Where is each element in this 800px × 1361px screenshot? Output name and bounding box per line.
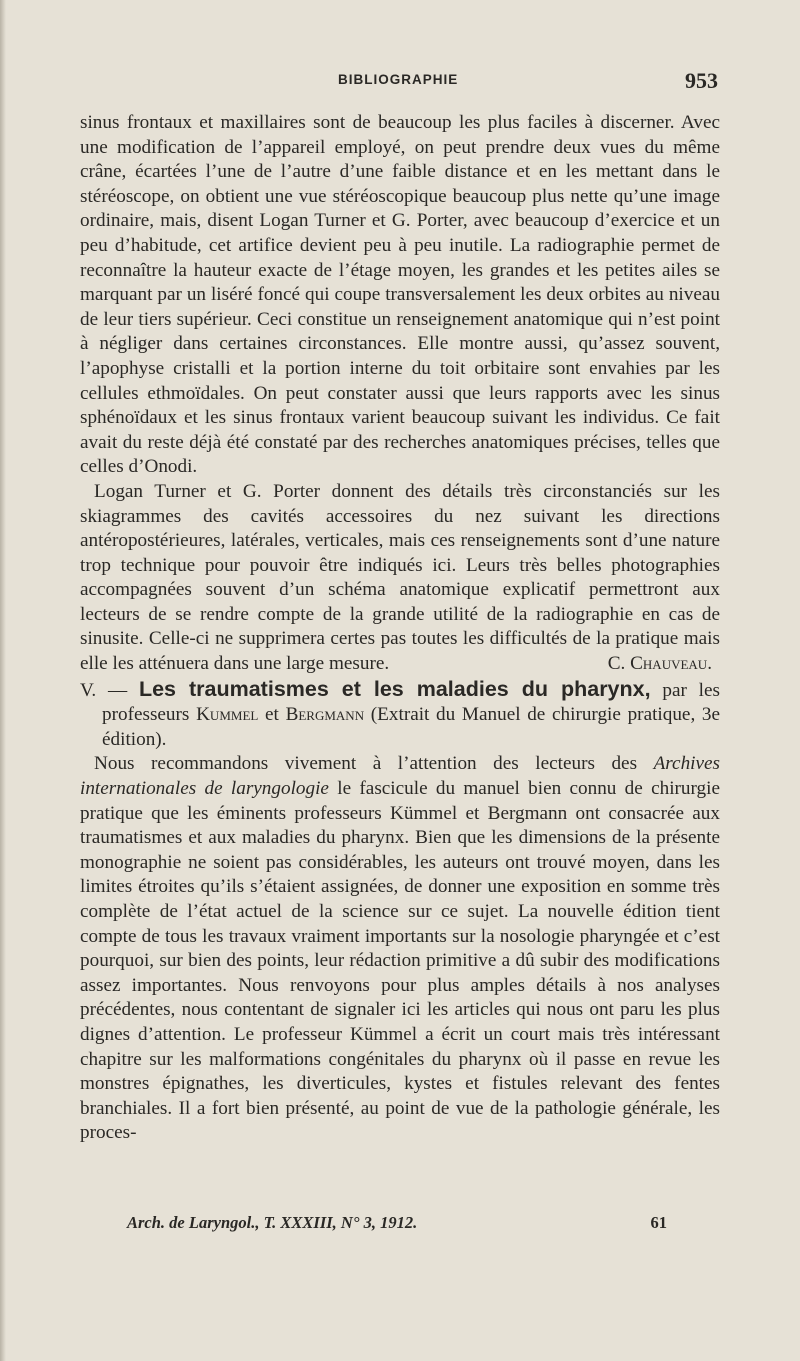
paragraph-rest: le fascicule du manuel bien connu de chirurgie pratique que les éminents professeurs Kümmel et Bergmann ont consacrée aux traumatismes et aux maladies du pharynx. Bien que les dimensions de la présente monographie ne soient pas considérables, les auteurs ont trouvé moyen, dans les limites étroites qu’ils s’étaient assignées, de donner une exposition en somme très complète de l’état actuel de la science sur ce sujet. La nouvelle édition tient compte de tous les travaux vraiment importants sur la nosologie pharyngée et c’est pourquoi, sur bien des points, leur rédaction primitive a dû subir des modifications assez importantes. Nous renvoyons pour plus amples détails à nos analyses précédentes, nous contentant de signaler ici les articles qui nous ont paru les plus dignes d’attention. Le professeur Kümmel a écrit un court mais très intéressant chapitre sur les malformations congénitales du pharynx où il passe en revue les monstres épignathes, les diverticules, kystes et fistules relevant des fentes branchiales. Il a fort bien présenté, au point de vue de la pathologie générale, les proces-	[80, 778, 720, 1144]
review-paragraph-text: Logan Turner et G. Porter donnent des détails très circonstanciés sur les skiagrammes des cavités accessoires du nez suivant les directions antéropostérieures, latérales, verticales, mais ces renseignements sont d’une nature trop technique pour pouvoir être indiqués ici. Leurs très belles photographies accompagnées souvent d’un schéma anatomique explicatif permettront aux lecteurs de se rendre compte de la grande utilité de la radiographie en cas de sinusite. Celle-ci ne supprimera certes pas toutes les difficultés de la pratique mais elle les atténuera dans une large mesure.	[80, 480, 720, 675]
review-heading	[80, 677, 720, 753]
review-paragraph	[80, 752, 720, 1146]
review-paragraph: sinus frontaux et maxillaires sont de beaucoup les plus faciles à discerner. Avec une modification de l’appareil employé, on peut prendre deux vues du même crâne, écartées l’une de l’autre d’une faible distance et en les mettant dans le stéréoscope, on obtient une vue stéréoscopique beaucoup plus nette qu’une image ordinaire, mais, disent Logan Turner et G. Porter, avec beaucoup d’exercice et un peu d’habitude, cet artifice devient peu à peu inutile. La radiographie permet de reconnaître la hauteur exacte de l’étage moyen, les grandes et les petites ailes se marquant par un liséré foncé qui coupe transversalement les deux orbites au niveau de leur tiers supérieur. Ceci constitue un renseignement anatomique qui n’est point à négliger dans certaines circonstances. Elle montre aussi, qu’assez souvent, l’apophyse cristalli et la portion interne du toit orbitaire sont envahies par les cellules ethmoïdales. On peut constater aussi que leurs rapports avec les sinus sphénoïdaux et les sinus frontaux varient beaucoup suivant les individus. Ce fait avait du reste déjà été constaté par des recherches anatomiques précises, telles que celles d’Onodi.	[80, 112, 720, 478]
author-name: Kummel	[196, 704, 259, 726]
journal-title: Archives internationales de laryngologie	[80, 753, 720, 800]
page-binding-edge	[0, 0, 6, 1361]
page-footer	[127, 1213, 667, 1237]
paragraph-start: Nous recommandons vivement à l’attention des lecteurs des	[94, 753, 638, 775]
review-paragraph	[80, 480, 720, 677]
review-title: Les traumatismes et les maladies du pharynx,	[138, 676, 651, 701]
body-text	[80, 111, 720, 1146]
author-name: Bergmann	[285, 704, 365, 726]
byline-prefix: par les professeurs	[102, 679, 720, 726]
byline-conjunction: et	[265, 704, 279, 726]
review-source: (Extrait du Manuel de chirurgie pratique, 3e édition).	[102, 704, 721, 750]
review-number: V. —	[80, 679, 128, 701]
reviewer-signature: C. Chauveau.	[607, 653, 712, 675]
signature-mark: 61	[650, 1213, 667, 1232]
page-number: 953	[685, 68, 718, 93]
running-header	[80, 70, 720, 96]
running-title: BIBLIOGRAPHIE	[338, 72, 459, 87]
journal-citation: Arch. de Laryngol., T. XXXIII, N° 3, 1912.	[127, 1213, 418, 1232]
